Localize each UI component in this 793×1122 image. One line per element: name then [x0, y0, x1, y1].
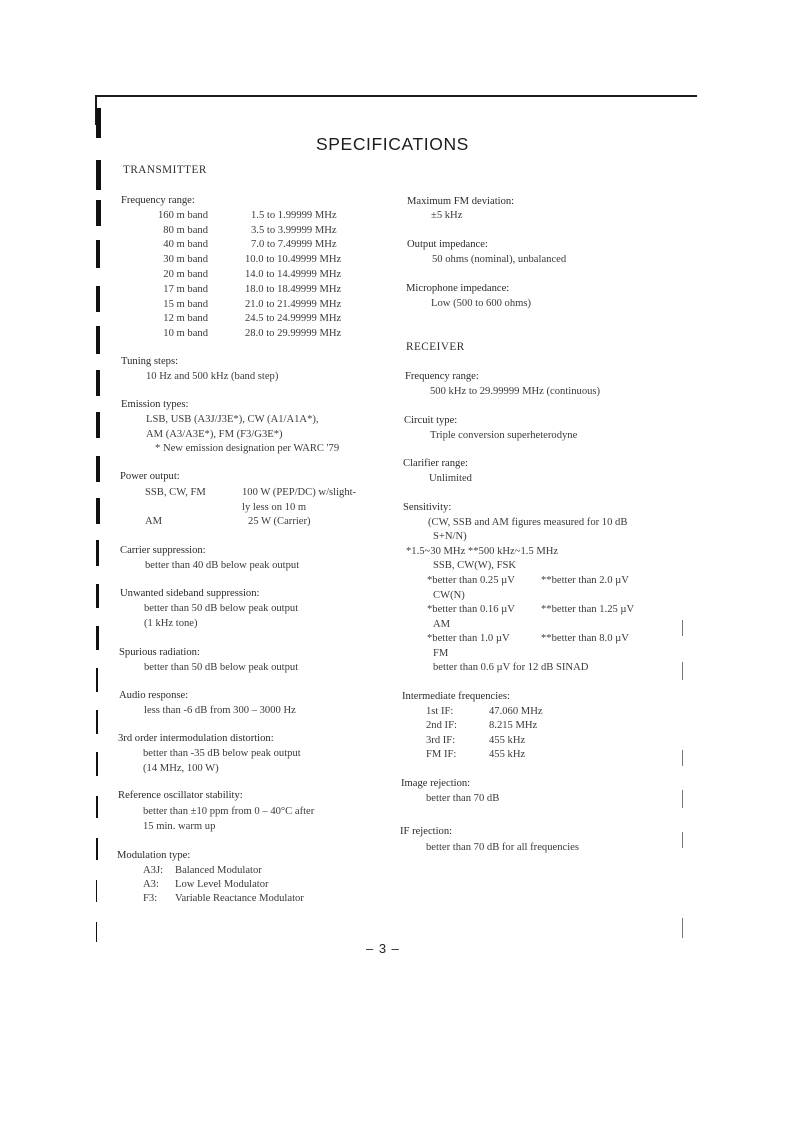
band-name: 30 m band	[163, 254, 208, 265]
modulation-desc: Variable Reactance Modulator	[175, 893, 304, 904]
scan-mark	[682, 790, 683, 808]
binding-mark	[96, 456, 100, 482]
sensitivity-value: **better than 8.0 µV	[541, 633, 629, 644]
power-ssb-value-cont: ly less on 10 m	[242, 502, 307, 513]
transmitter-heading: TRANSMITTER	[123, 164, 207, 176]
unwanted-sideband-value: better than 50 dB below peak output	[144, 603, 299, 614]
binding-mark	[96, 108, 101, 138]
binding-mark	[96, 326, 100, 354]
tuning-steps-value: 10 Hz and 500 kHz (band step)	[146, 371, 279, 382]
binding-mark	[96, 160, 101, 190]
binding-mark	[96, 584, 99, 608]
binding-mark	[96, 540, 99, 566]
power-output-label: Power output:	[120, 471, 180, 482]
spurious-radiation-label: Spurious radiation:	[119, 647, 200, 658]
binding-mark	[96, 796, 98, 818]
binding-mark	[96, 838, 98, 860]
modulation-mode: A3J:	[143, 865, 164, 876]
rx-frequency-range-label: Frequency range:	[405, 371, 479, 382]
band-name: 80 m band	[163, 225, 208, 236]
spurious-radiation-value: better than 50 dB below peak output	[144, 662, 299, 673]
sensitivity-ranges: *1.5~30 MHz **500 kHz~1.5 MHz	[406, 546, 559, 557]
emission-types-label: Emission types:	[121, 399, 189, 410]
tuning-steps-label: Tuning steps:	[121, 356, 179, 367]
if-rejection-value: better than 70 dB for all frequencies	[426, 842, 579, 853]
sensitivity-note-cont: S+N/N)	[433, 531, 467, 542]
sensitivity-mode: SSB, CW(W), FSK	[433, 560, 516, 571]
power-am-mode: AM	[145, 516, 163, 527]
band-range: 10.0 to 10.49999 MHz	[245, 254, 342, 265]
binding-mark	[96, 498, 100, 524]
third-order-label: 3rd order intermodulation distortion:	[118, 733, 274, 744]
binding-mark	[96, 240, 100, 268]
tx-frequency-range-label: Frequency range:	[121, 195, 195, 206]
ref-osc-note: 15 min. warm up	[143, 821, 216, 832]
if-value: 455 kHz	[489, 749, 526, 760]
modulation-mode: A3:	[143, 879, 159, 890]
audio-response-value: less than -6 dB from 300 – 3000 Hz	[144, 705, 296, 716]
circuit-type-label: Circuit type:	[404, 415, 458, 426]
unwanted-sideband-label: Unwanted sideband suppression:	[120, 588, 260, 599]
band-name: 160 m band	[157, 210, 208, 221]
band-range: 18.0 to 18.49999 MHz	[245, 284, 342, 295]
receiver-heading: RECEIVER	[406, 341, 465, 353]
third-order-note: (14 MHz, 100 W)	[143, 763, 219, 774]
if-name: 1st IF:	[426, 706, 454, 717]
binding-mark	[96, 668, 98, 692]
emission-line: LSB, USB (A3J/J3E*), CW (A1/A1A*),	[146, 414, 319, 425]
sensitivity-mode: FM	[433, 648, 449, 659]
modulation-mode: F3:	[143, 893, 158, 904]
band-name: 40 m band	[163, 239, 208, 250]
carrier-suppression-value: better than 40 dB below peak output	[145, 560, 300, 571]
if-name: FM IF:	[426, 749, 457, 760]
clarifier-value: Unlimited	[429, 473, 472, 484]
clarifier-label: Clarifier range:	[403, 458, 469, 469]
band-range: 3.5 to 3.99999 MHz	[251, 225, 337, 236]
binding-mark	[96, 922, 97, 942]
sensitivity-mode: AM	[433, 619, 451, 630]
top-rule	[96, 95, 697, 97]
binding-mark	[96, 626, 99, 650]
sensitivity-value: better than 0.6 µV for 12 dB SINAD	[433, 662, 589, 673]
if-freq-label: Intermediate frequencies:	[402, 691, 510, 702]
sensitivity-value: **better than 2.0 µV	[541, 575, 629, 586]
if-value: 455 kHz	[489, 735, 526, 746]
sensitivity-note: (CW, SSB and AM figures measured for 10 dB	[428, 517, 628, 528]
if-rejection-label: IF rejection:	[400, 826, 453, 837]
sensitivity-mode: CW(N)	[433, 590, 465, 601]
band-name: 15 m band	[163, 299, 208, 310]
modulation-desc: Low Level Modulator	[175, 879, 269, 890]
sensitivity-label: Sensitivity:	[403, 502, 452, 513]
if-value: 8.215 MHz	[489, 720, 538, 731]
band-name: 12 m band	[163, 313, 208, 324]
circuit-type-value: Triple conversion superheterodyne	[430, 430, 578, 441]
binding-mark	[96, 710, 98, 734]
band-name: 20 m band	[163, 269, 208, 280]
binding-mark	[96, 370, 100, 396]
band-range: 21.0 to 21.49999 MHz	[245, 299, 342, 310]
image-rejection-label: Image rejection:	[401, 778, 471, 789]
mic-impedance-value: Low (500 to 600 ohms)	[431, 298, 532, 309]
band-name: 17 m band	[163, 284, 208, 295]
emission-note: * New emission designation per WARC '79	[155, 443, 340, 454]
ref-osc-value: better than ±10 ppm from 0 – 40°C after	[143, 806, 315, 817]
power-ssb-value: 100 W (PEP/DC) w/slight-	[242, 487, 357, 498]
scan-mark	[682, 750, 683, 766]
unwanted-sideband-note: (1 kHz tone)	[144, 618, 198, 629]
sensitivity-value: *better than 1.0 µV	[427, 633, 510, 644]
band-range: 7.0 to 7.49999 MHz	[251, 239, 337, 250]
third-order-value: better than -35 dB below peak output	[143, 748, 301, 759]
image-rejection-value: better than 70 dB	[426, 793, 500, 804]
scan-mark	[682, 662, 683, 680]
if-name: 2nd IF:	[426, 720, 457, 731]
output-impedance-value: 50 ohms (nominal), unbalanced	[432, 254, 567, 265]
audio-response-label: Audio response:	[119, 690, 189, 701]
binding-mark	[96, 880, 97, 902]
band-range: 28.0 to 29.99999 MHz	[245, 328, 342, 339]
ref-osc-label: Reference oscillator stability:	[118, 790, 243, 801]
band-range: 1.5 to 1.99999 MHz	[251, 210, 337, 221]
binding-mark	[96, 286, 100, 312]
rx-frequency-range-value: 500 kHz to 29.99999 MHz (continuous)	[430, 386, 601, 397]
band-name: 10 m band	[163, 328, 208, 339]
scan-mark	[682, 832, 683, 848]
modulation-desc: Balanced Modulator	[175, 865, 262, 876]
band-range: 14.0 to 14.49999 MHz	[245, 269, 342, 280]
power-am-value: 25 W (Carrier)	[248, 516, 311, 527]
sensitivity-value: *better than 0.16 µV	[427, 604, 515, 615]
binding-mark	[96, 200, 101, 226]
carrier-suppression-label: Carrier suppression:	[120, 545, 206, 556]
page-title: SPECIFICATIONS	[316, 134, 469, 154]
emission-line: AM (A3/A3E*), FM (F3/G3E*)	[146, 429, 283, 440]
output-impedance-label: Output impedance:	[407, 239, 488, 250]
page-number: – 3 –	[366, 941, 400, 956]
binding-mark	[96, 752, 98, 776]
band-range: 24.5 to 24.99999 MHz	[245, 313, 342, 324]
power-ssb-mode: SSB, CW, FM	[145, 487, 206, 498]
fm-deviation-label: Maximum FM deviation:	[407, 196, 515, 207]
if-name: 3rd IF:	[426, 735, 456, 746]
scan-mark	[682, 620, 683, 636]
mic-impedance-label: Microphone impedance:	[406, 283, 510, 294]
sensitivity-value: **better than 1.25 µV	[541, 604, 635, 615]
if-value: 47.060 MHz	[489, 706, 543, 717]
sensitivity-value: *better than 0.25 µV	[427, 575, 515, 586]
fm-deviation-value: ±5 kHz	[431, 210, 463, 221]
binding-mark	[96, 412, 100, 438]
scan-mark	[682, 918, 683, 938]
modulation-label: Modulation type:	[117, 850, 191, 861]
